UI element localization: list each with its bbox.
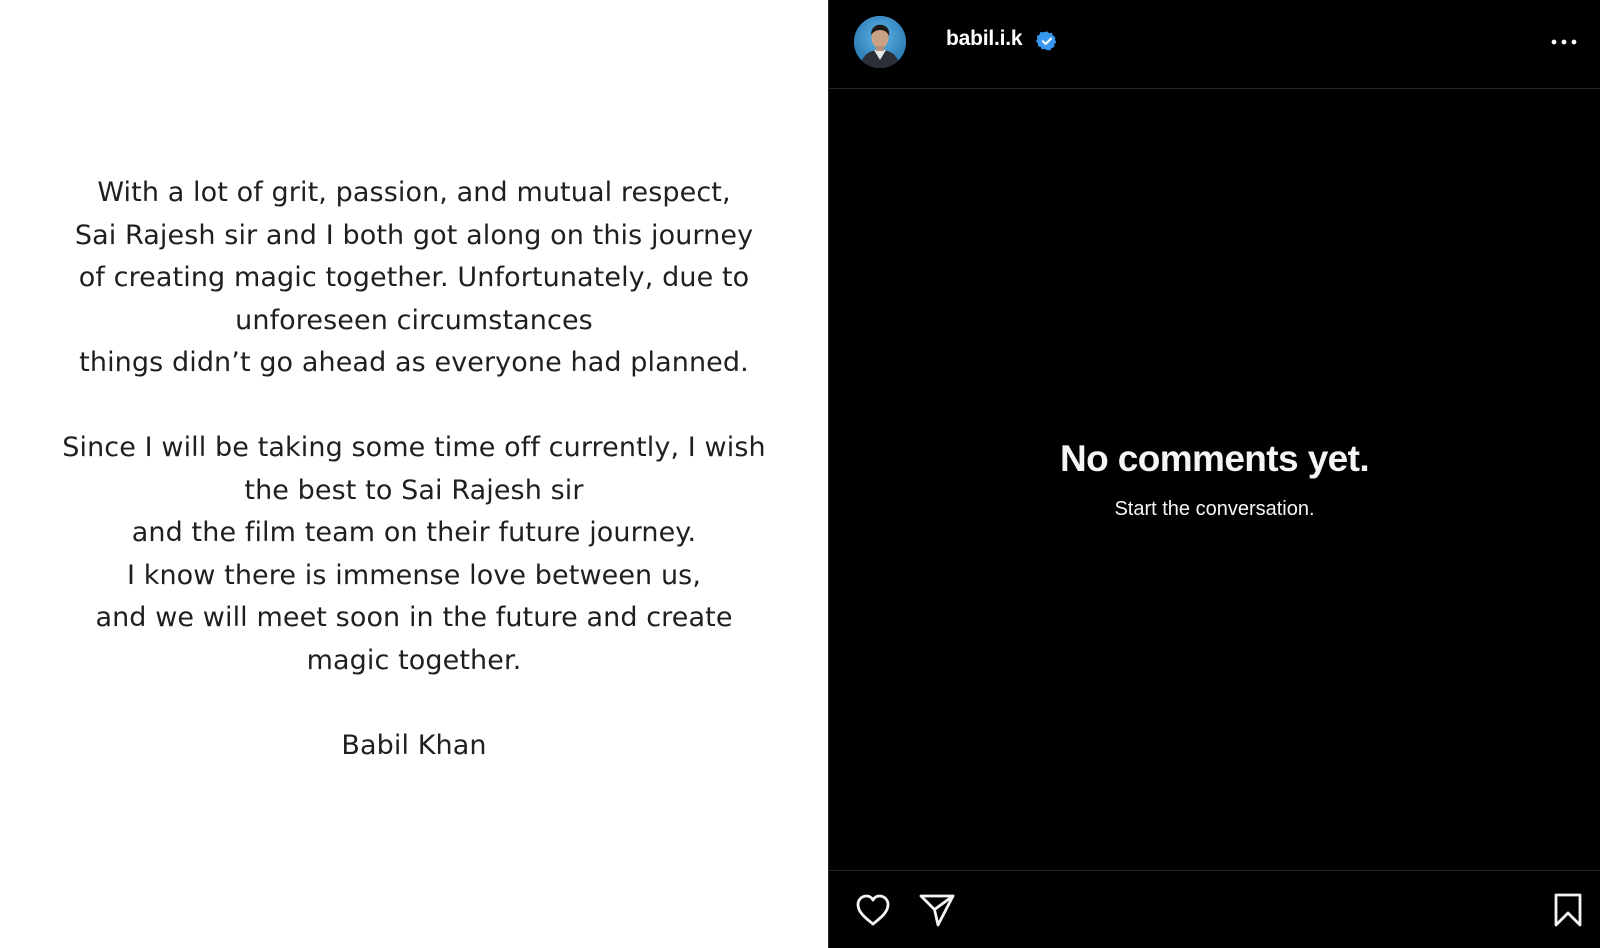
paragraph-gap: [0, 682, 828, 725]
empty-comments-title: No comments yet.: [1059, 438, 1370, 479]
post-line: With a lot of grit, passion, and mutual respect,: [97, 177, 731, 208]
verified-badge-icon: [1036, 30, 1058, 52]
post-header: [829, 0, 1600, 89]
paper-plane-icon[interactable]: [917, 890, 957, 930]
post-line: the best to Sai Rajesh sir: [244, 474, 584, 506]
heart-icon[interactable]: [853, 890, 893, 930]
empty-comments-subtitle: Start the conversation.: [1114, 498, 1315, 520]
post-line: I know there is immense love between us,: [126, 559, 702, 591]
paragraph-gap: [0, 385, 828, 428]
profile-photo: [854, 16, 906, 68]
post-line: unforeseen circumstances: [235, 304, 593, 336]
post-line: Sai Rajesh sir and I both got along on this journey: [74, 219, 754, 251]
post-signature: Babil Khan: [341, 729, 487, 761]
post-statement-text: [0, 172, 828, 767]
bookmark-icon[interactable]: [1548, 890, 1588, 930]
post-line: things didn’t go ahead as everyone had planned.: [79, 347, 749, 378]
post-line: and the film team on their future journey.: [131, 517, 697, 548]
post-line: and we will meet soon in the future and create: [95, 602, 733, 633]
post-actions-bar: [829, 870, 1600, 948]
comments-panel: [828, 0, 1600, 948]
username[interactable]: babil.i.k: [946, 27, 1023, 50]
post-line: magic together.: [306, 644, 522, 676]
more-horizontal-icon[interactable]: [1548, 28, 1580, 56]
post-line: Since I will be taking some time off currently, I wish: [62, 432, 766, 463]
avatar[interactable]: [854, 16, 906, 68]
post-line: of creating magic together. Unfortunately, due to: [78, 262, 750, 293]
